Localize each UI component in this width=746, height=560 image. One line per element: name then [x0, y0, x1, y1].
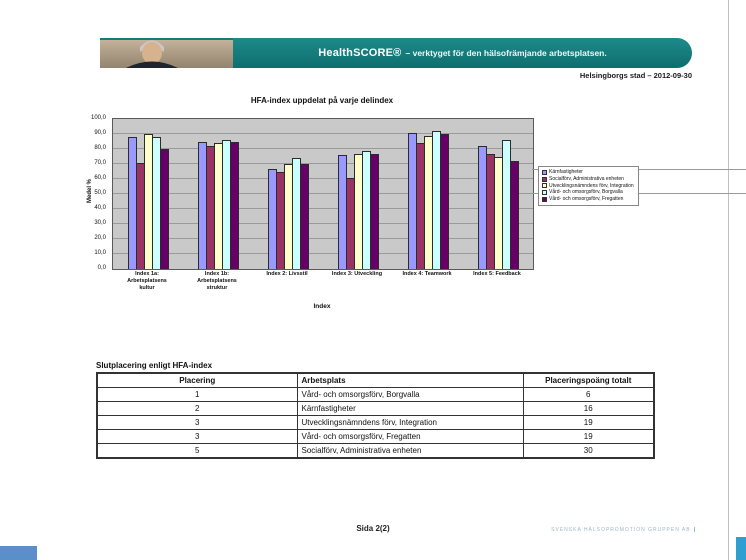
ranking-table-body — [97, 388, 654, 459]
table-cell: 16 — [523, 402, 654, 416]
table-cell: 3 — [97, 430, 297, 444]
brand-logo-text: HealthSCORE® — [318, 47, 402, 59]
bar-group — [463, 119, 533, 269]
bar-group — [253, 119, 323, 269]
table-cell: 30 — [523, 444, 654, 459]
document-subtitle: Helsingborgs stad – 2012-09-30 — [579, 71, 692, 80]
category-label: Index 1b: Arbetsplatsens struktur — [197, 271, 237, 291]
imprint-separator: | — [693, 527, 696, 533]
category-label: Index 2: Livsstil — [266, 271, 308, 277]
bar — [160, 149, 169, 269]
header-banner — [233, 38, 692, 68]
table-header-cell: Placeringspoäng totalt — [523, 373, 654, 388]
category-label: Index 1a: Arbetsplatsens kultur — [127, 271, 167, 291]
legend-label: Utvecklingsnämndens förv, Integration — [549, 182, 634, 189]
legend-swatch-icon — [542, 183, 547, 188]
bar — [370, 154, 379, 270]
table-cell: 1 — [97, 388, 297, 402]
table-header-cell: Arbetsplats — [297, 373, 523, 388]
y-tick-label: 70,0 — [94, 160, 106, 166]
legend-label: Kärnfastigheter — [549, 169, 583, 175]
bar — [230, 142, 239, 270]
table-cell: 6 — [523, 388, 654, 402]
table-cell: 3 — [97, 416, 297, 430]
bar-group — [183, 119, 253, 269]
page-edge-line — [728, 0, 729, 560]
legend-label: Vård- och omsorgsförv, Borgvalla — [549, 189, 623, 196]
table-cell: 5 — [97, 444, 297, 459]
table-cell: Vård- och omsorgsförv, Borgvalla — [297, 388, 523, 402]
chart-legend — [538, 166, 639, 206]
y-tick-label: 10,0 — [94, 250, 106, 256]
page-number: Sida 2(2) — [356, 524, 390, 533]
portrait-photo-placeholder — [100, 38, 233, 68]
table-row — [97, 388, 654, 402]
ranking-table-title: Slutplacering enligt HFA-index — [96, 361, 213, 370]
category-label: Index 3: Utveckling — [331, 271, 383, 277]
bar — [300, 164, 309, 269]
table-header-cell: Placering — [97, 373, 297, 388]
legend-label: Vård- och omsorgsförv, Fregatten — [549, 196, 624, 202]
header-photo-image — [100, 38, 233, 68]
legend-item — [542, 176, 634, 183]
chart-title: HFA-index uppdelat på varje delindex — [250, 96, 394, 105]
bar-groups — [113, 119, 533, 269]
bar-group — [323, 119, 393, 269]
plot-area — [112, 118, 534, 270]
category-label: Index 4: Teamwork — [402, 271, 452, 277]
legend-swatch-icon — [542, 170, 547, 175]
table-row — [97, 430, 654, 444]
legend-item — [542, 169, 634, 176]
legend-label: Socialförv, Administrativa enheten — [549, 175, 624, 182]
y-tick-label: 0,0 — [97, 265, 106, 271]
y-axis — [72, 115, 108, 271]
bar-group — [393, 119, 463, 269]
banner-tagline: – verktyget för den hälsofrämjande arbetsplatsen. — [405, 48, 607, 58]
bar-group — [113, 119, 183, 269]
y-tick-label: 80,0 — [94, 145, 106, 151]
legend-swatch-icon — [542, 190, 547, 195]
table-cell: 2 — [97, 402, 297, 416]
y-tick-label: 100,0 — [90, 115, 106, 121]
table-cell: 19 — [523, 416, 654, 430]
table-row — [97, 402, 654, 416]
bar — [510, 161, 519, 269]
table-cell: Vård- och omsorgsförv, Fregatten — [297, 430, 523, 444]
y-tick-label: 50,0 — [94, 190, 106, 196]
legend-swatch-icon — [542, 197, 547, 202]
legend-swatch-icon — [542, 177, 547, 182]
table-cell: Utvecklingsnämndens förv, Integration — [297, 416, 523, 430]
y-tick-label: 20,0 — [94, 235, 106, 241]
bar — [440, 134, 449, 269]
x-axis-labels — [112, 271, 532, 292]
y-tick-label: 60,0 — [94, 175, 106, 181]
table-cell: Kärnfastigheter — [297, 402, 523, 416]
company-imprint — [480, 527, 696, 533]
ranking-table-header-row — [97, 373, 654, 388]
category-label: Index 5: Feedback — [473, 271, 521, 277]
legend-item — [542, 196, 634, 203]
table-row — [97, 444, 654, 459]
table-cell: Socialförv, Administrativa enheten — [297, 444, 523, 459]
company-name: SVENSKA HÄLSOPROMOTION GRUPPEN AB — [551, 527, 691, 533]
x-axis-title: Index — [313, 303, 331, 310]
bottom-left-accent-bar — [0, 546, 37, 560]
bottom-right-accent-bar — [736, 537, 746, 560]
ranking-table — [96, 372, 655, 459]
y-tick-label: 30,0 — [94, 220, 106, 226]
y-tick-label: 90,0 — [94, 130, 106, 136]
table-cell: 19 — [523, 430, 654, 444]
y-axis-title: Medel % — [87, 178, 94, 204]
y-tick-label: 40,0 — [94, 205, 106, 211]
legend-item — [542, 189, 634, 196]
table-row — [97, 416, 654, 430]
